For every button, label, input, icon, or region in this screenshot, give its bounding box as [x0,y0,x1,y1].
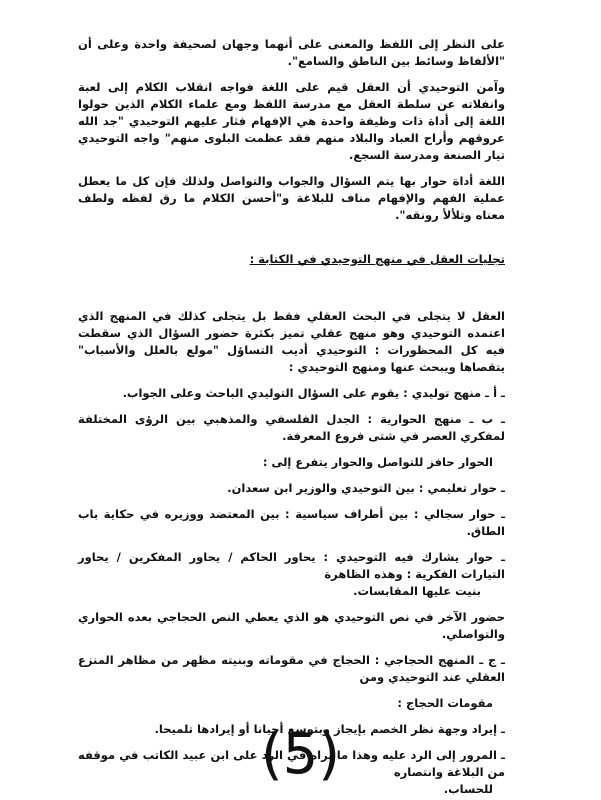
paragraph-other-presence: حضور الآخر في نص التوحيدي هو الذي يعطي النص الحجاجي بعده الحواري والتواصلي. [78,610,505,641]
list-item-dialogue-participatory: ـ حوار يشارك فيه التوحيدي : يحاور الحاكم / يحاور المفكرين / يحاور التيارات الفكرية : وهذه الظاهرة [78,550,505,581]
list-item-dialogue-polemical: ـ حوار سجالي : بين أطراف سياسية : بين المعتضد ووزيره في حكاية باب الطاق. [78,507,505,538]
list-item-argument-opponent: ـ إيراد وجهة نظر الخصم بإيجاز وبتوسع أحيانا أو إيرادها تلميحا. [154,722,505,736]
list-item-dialogue-educational: ـ حوار تعليمي : بين التوحيدي والوزير ابن سعدان. [227,481,505,495]
argument-components-heading: مقومات الحجاج : [397,696,493,710]
paragraph-words-medium: على النظر إلى اللفظ والمعنى على أنهما وجهان لصحيفة واحدة وعلى أن "الألفاظ وسائط بين الناطق والسامع". [78,37,505,68]
list-item-argument-rebuttal: ـ المرور إلى الرد عليه وهذا ما نراه في الرد على ابن عبيد الكاتب في موقفه من البلاغة وانتصاره [78,748,505,779]
list-item-dialogic-method: ـ ب ـ منهج الحوارية : الجدل الفلسفي والمذهبي بين الرؤى المختلفة لمفكري العصر في شتى فروع المعرفة. [78,412,505,443]
page-number: (5) [260,722,341,787]
section-title: تجليات العقل في منهج التوحيدي في الكتابة : [249,252,505,266]
dialogue-intro: الحوار حافز للتواصل والحوار يتفرع إلى : [262,455,493,469]
paragraph-method-intro: العقل لا يتجلى في البحث العقلي فقط بل يتجلى كذلك في المنهج الذي اعتمده التوحيدي وهو منهج عقلي تميز بكثرة حضور السؤال الذي سقطت فيه كل المحظورات : التوحيدي أديب التساؤل "مولع بالعلل والأسباب" يتقصاها ويبحث عنها ومنهج التوحيدي : [78,309,505,374]
list-item-generative-method: ـ أ ـ منهج توليدي : يقوم على السؤال التوليدي الباحث وعلى الجواب. [122,386,505,400]
paragraph-language-dialogue: اللغة أداة حوار بها يتم السؤال والجواب والتواصل ولذلك فإن كل ما يعطل عملية الفهم والإفهام مناف للبلاغة و"أحسن الكلام ما رق لفظه ولطف معناه وتلألأ رونقه". [78,174,505,222]
list-item-dialogue-participatory-cont: بنيت عليها المقابسات. [353,584,481,598]
list-item-argumentative-method: ـ ج ـ المنهج الحجاجي : الحجاج في مقوماته وبنيته مظهر من مظاهر المنزع العقلي عند التوحيدي ومن [78,653,505,684]
list-item-argument-rebuttal-cont: للحساب. [443,782,493,796]
paragraph-reason-over-language: وآمن التوحيدي أن العقل قيم على اللغة فواجه انقلاب الكلام إلى لعبة وانفلاته عن سلطة العقل مع مدرسة اللفظ ومع علماء الكلام الذين حولوا اللغة إلى أداة ذات وظيفة واحدة هي الإفهام فثار عليهم التوحيدي "جد الله عروقهم وأراح العباد والبلاد منهم فقد عظمت البلوى منهم" واجه التوحيدي تيار الصنعة ومدرسة السجع. [78,80,505,162]
